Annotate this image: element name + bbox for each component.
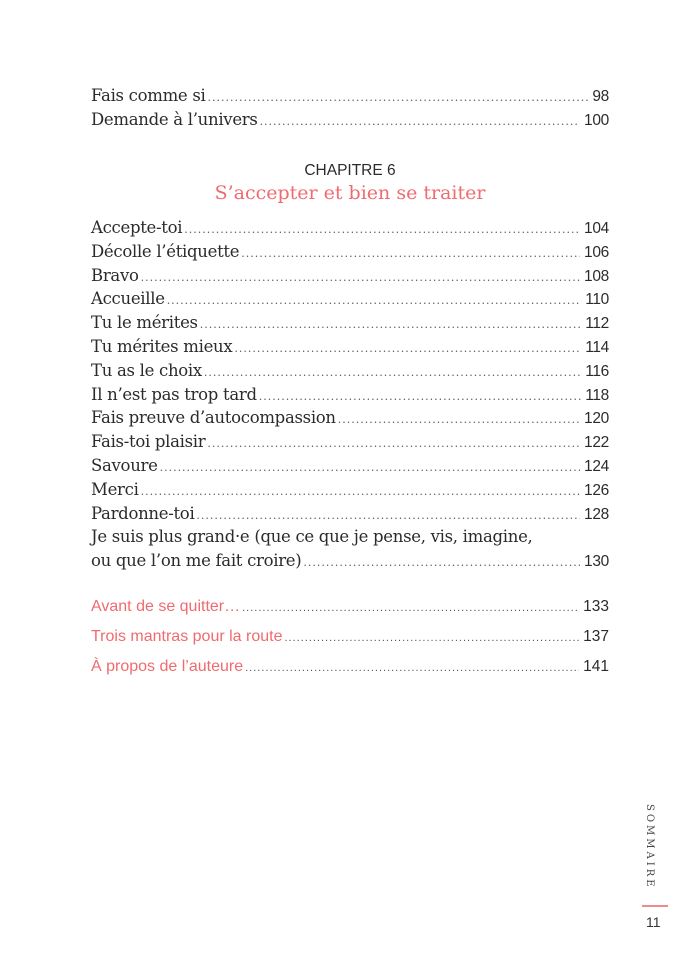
toc-entry[interactable] [91,266,609,290]
entry-page: 114 [585,338,609,356]
dot-leader [184,223,580,236]
toc-entry[interactable] [91,551,609,575]
dot-leader [242,602,579,614]
toc-entry[interactable] [91,337,609,361]
dot-leader [260,115,580,128]
toc-entry[interactable] [91,504,609,528]
entry-page: 141 [583,658,609,675]
toc-entry[interactable] [91,289,609,313]
dot-leader [160,461,580,474]
entry-title: Fais comme si [91,86,206,105]
dot-leader [303,556,580,569]
entry-page: 106 [584,243,609,261]
toc-entry[interactable] [91,218,609,242]
entry-page: 116 [585,362,609,380]
entry-page: 130 [584,553,609,571]
entry-title: Tu as le choix [91,360,202,380]
chapter-title: S’accepter et bien se traiter [214,182,486,204]
toc-entry[interactable] [91,361,609,385]
entry-title: Je suis plus grand·e (que ce que je pense, vis, imagine, [91,527,533,547]
entry-page: 133 [583,598,609,615]
toc-entry[interactable] [91,408,609,432]
divider [642,905,668,907]
dot-leader [241,247,580,260]
entry-title: ou que l’on me fait croire) [91,551,302,571]
entry-page: 122 [584,434,609,452]
dot-leader [207,437,580,450]
page-number: 11 [646,914,661,930]
entry-title: Demande à l’univers [91,109,258,129]
entry-page: 128 [584,505,609,523]
dot-leader [167,294,582,307]
chapter-entries [91,218,609,575]
entry-title: Tu mérites mieux [91,336,233,356]
dot-leader [196,509,580,522]
entry-title: Tu le mérites [91,313,198,333]
entry-page: 126 [584,481,609,499]
entry-title: Avant de se quitter… [91,598,241,615]
section-label: SOMMAIRE [644,804,655,890]
toc-entry[interactable] [91,658,609,688]
entry-title: Décolle l’étiquette [91,241,240,261]
end-entries [91,598,609,688]
toc-entry[interactable] [91,480,609,504]
sidebar-section-label [644,804,664,894]
previous-chapter-entries [91,86,609,134]
entry-title: Savoure [91,455,158,475]
entry-page: 120 [584,410,609,428]
toc-entry[interactable] [91,456,609,480]
entry-title: Bravo [91,265,139,285]
entry-title: Fais-toi plaisir [91,432,206,452]
toc-entry[interactable] [91,86,609,110]
chapter-label: CHAPITRE 6 [304,162,396,179]
toc-entry[interactable] [91,385,609,409]
entry-title: Il n’est pas trop tard [91,384,257,404]
dot-leader [234,342,581,355]
dot-leader [200,318,581,331]
dot-leader [207,91,588,104]
entry-title: Trois mantras pour la route [91,628,283,645]
entry-title: Fais preuve d’autocompassion [91,408,336,428]
entry-page: 100 [584,111,609,129]
entry-title: Merci [91,479,139,499]
dot-leader [204,366,581,379]
dot-leader [338,413,580,426]
entry-title: Accueille [91,289,165,309]
entry-page: 110 [585,291,609,309]
dot-leader [284,632,579,644]
entry-page: 104 [584,220,609,237]
dot-leader [141,271,580,284]
toc-entry[interactable] [91,598,609,628]
entry-page: 98 [592,88,609,105]
toc-entry[interactable] [91,313,609,337]
toc-entry-line1[interactable] [91,527,609,551]
entry-title: Pardonne-toi [91,503,195,523]
entry-title: À propos de l’auteure [91,658,244,675]
entry-page: 112 [585,315,609,333]
dot-leader [259,390,581,403]
toc-entry[interactable] [91,110,609,134]
entry-page: 108 [584,267,609,285]
toc-entry[interactable] [91,628,609,658]
toc-entry[interactable] [91,242,609,266]
entry-page: 137 [583,628,609,645]
entry-page: 124 [584,457,609,475]
dot-leader [245,662,579,674]
toc-entry[interactable] [91,432,609,456]
entry-page: 118 [585,386,609,404]
dot-leader [141,485,580,498]
entry-title: Accepte-toi [91,218,183,237]
